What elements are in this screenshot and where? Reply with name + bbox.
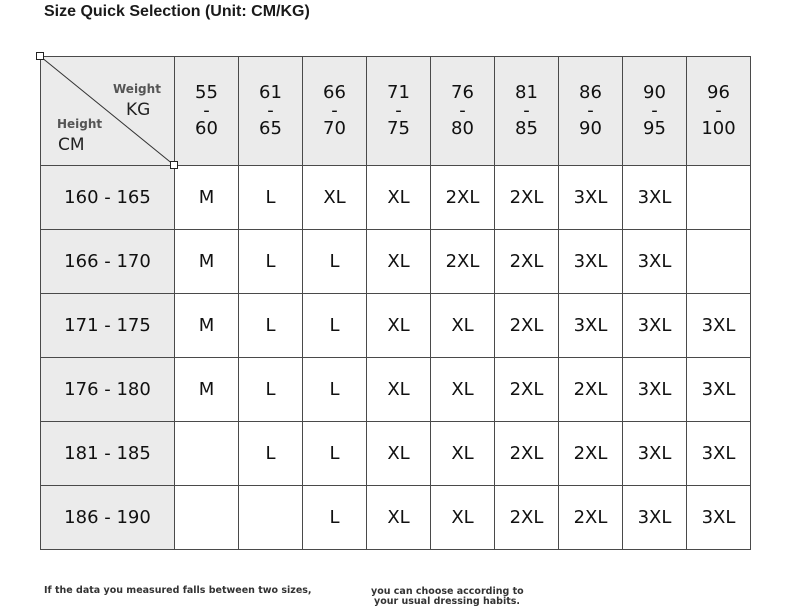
size-cell: XL bbox=[367, 230, 431, 294]
size-cell: XL bbox=[431, 486, 495, 550]
size-cell: 2XL bbox=[431, 166, 495, 230]
weight-header: 66 - 70 bbox=[303, 57, 367, 166]
corner-cell bbox=[41, 57, 175, 166]
size-cell: 3XL bbox=[623, 358, 687, 422]
size-cell: 2XL bbox=[559, 358, 623, 422]
size-cell bbox=[239, 486, 303, 550]
size-cell: L bbox=[239, 294, 303, 358]
page-title: Size Quick Selection (Unit: CM/KG) bbox=[44, 3, 310, 20]
table-row bbox=[41, 166, 751, 230]
size-cell: XL bbox=[367, 294, 431, 358]
size-cell: 3XL bbox=[623, 230, 687, 294]
height-label: Height bbox=[57, 117, 103, 131]
size-cell: 3XL bbox=[559, 166, 623, 230]
size-cell: XL bbox=[367, 422, 431, 486]
size-cell: M bbox=[175, 358, 239, 422]
weight-header: 61 - 65 bbox=[239, 57, 303, 166]
size-cell: 3XL bbox=[623, 486, 687, 550]
height-range-cell: 160 - 165 bbox=[41, 166, 175, 230]
height-range-cell: 176 - 180 bbox=[41, 358, 175, 422]
weight-label: Weight bbox=[113, 82, 161, 96]
size-cell: XL bbox=[367, 486, 431, 550]
resize-handle-bottom-right[interactable] bbox=[170, 161, 178, 169]
resize-handle-top-left[interactable] bbox=[36, 52, 44, 60]
size-cell: L bbox=[239, 166, 303, 230]
size-cell: L bbox=[239, 422, 303, 486]
size-cell bbox=[687, 166, 751, 230]
size-cell: 3XL bbox=[623, 294, 687, 358]
height-range-cell: 166 - 170 bbox=[41, 230, 175, 294]
size-cell: 2XL bbox=[495, 294, 559, 358]
table-row bbox=[41, 358, 751, 422]
size-cell: XL bbox=[303, 166, 367, 230]
size-cell bbox=[687, 230, 751, 294]
size-cell: 2XL bbox=[559, 422, 623, 486]
size-cell: L bbox=[239, 358, 303, 422]
footnote-left: If the data you measured falls between two sizes, bbox=[44, 585, 312, 596]
size-cell: 3XL bbox=[687, 358, 751, 422]
size-cell: L bbox=[303, 358, 367, 422]
weight-header: 55 - 60 bbox=[175, 57, 239, 166]
size-cell: M bbox=[175, 230, 239, 294]
table-row bbox=[41, 294, 751, 358]
weight-header: 96 - 100 bbox=[687, 57, 751, 166]
size-chart-table bbox=[40, 56, 751, 550]
size-cell bbox=[175, 486, 239, 550]
size-cell: 2XL bbox=[431, 230, 495, 294]
height-range-cell: 171 - 175 bbox=[41, 294, 175, 358]
size-cell: M bbox=[175, 166, 239, 230]
footnote-right-line1: you can choose according to bbox=[371, 586, 524, 597]
height-unit: CM bbox=[58, 135, 85, 155]
size-cell: XL bbox=[431, 358, 495, 422]
size-cell: 2XL bbox=[495, 358, 559, 422]
height-range-cell: 186 - 190 bbox=[41, 486, 175, 550]
size-cell: M bbox=[175, 294, 239, 358]
size-cell: 3XL bbox=[559, 294, 623, 358]
header-row bbox=[41, 57, 751, 166]
table-row bbox=[41, 486, 751, 550]
size-cell: XL bbox=[431, 422, 495, 486]
weight-header: 71 - 75 bbox=[367, 57, 431, 166]
footnote-right-line2: your usual dressing habits. bbox=[374, 596, 521, 607]
size-cell: L bbox=[303, 486, 367, 550]
size-cell bbox=[175, 422, 239, 486]
size-cell: 2XL bbox=[495, 486, 559, 550]
size-cell: 3XL bbox=[623, 422, 687, 486]
size-cell: 3XL bbox=[687, 294, 751, 358]
size-cell: XL bbox=[431, 294, 495, 358]
size-cell: L bbox=[303, 230, 367, 294]
size-cell: XL bbox=[367, 166, 431, 230]
size-cell: L bbox=[303, 422, 367, 486]
table-row bbox=[41, 230, 751, 294]
weight-header: 86 - 90 bbox=[559, 57, 623, 166]
weight-header: 81 - 85 bbox=[495, 57, 559, 166]
size-cell: 3XL bbox=[687, 486, 751, 550]
size-cell: XL bbox=[367, 358, 431, 422]
size-cell: 2XL bbox=[495, 230, 559, 294]
size-cell: 3XL bbox=[559, 230, 623, 294]
weight-unit: KG bbox=[126, 100, 151, 120]
table-row bbox=[41, 422, 751, 486]
size-cell: L bbox=[303, 294, 367, 358]
size-cell: 2XL bbox=[559, 486, 623, 550]
size-cell: 3XL bbox=[623, 166, 687, 230]
size-cell: 3XL bbox=[687, 422, 751, 486]
weight-header: 76 - 80 bbox=[431, 57, 495, 166]
size-cell: 2XL bbox=[495, 166, 559, 230]
size-cell: L bbox=[239, 230, 303, 294]
height-range-cell: 181 - 185 bbox=[41, 422, 175, 486]
weight-header: 90 - 95 bbox=[623, 57, 687, 166]
size-cell: 2XL bbox=[495, 422, 559, 486]
